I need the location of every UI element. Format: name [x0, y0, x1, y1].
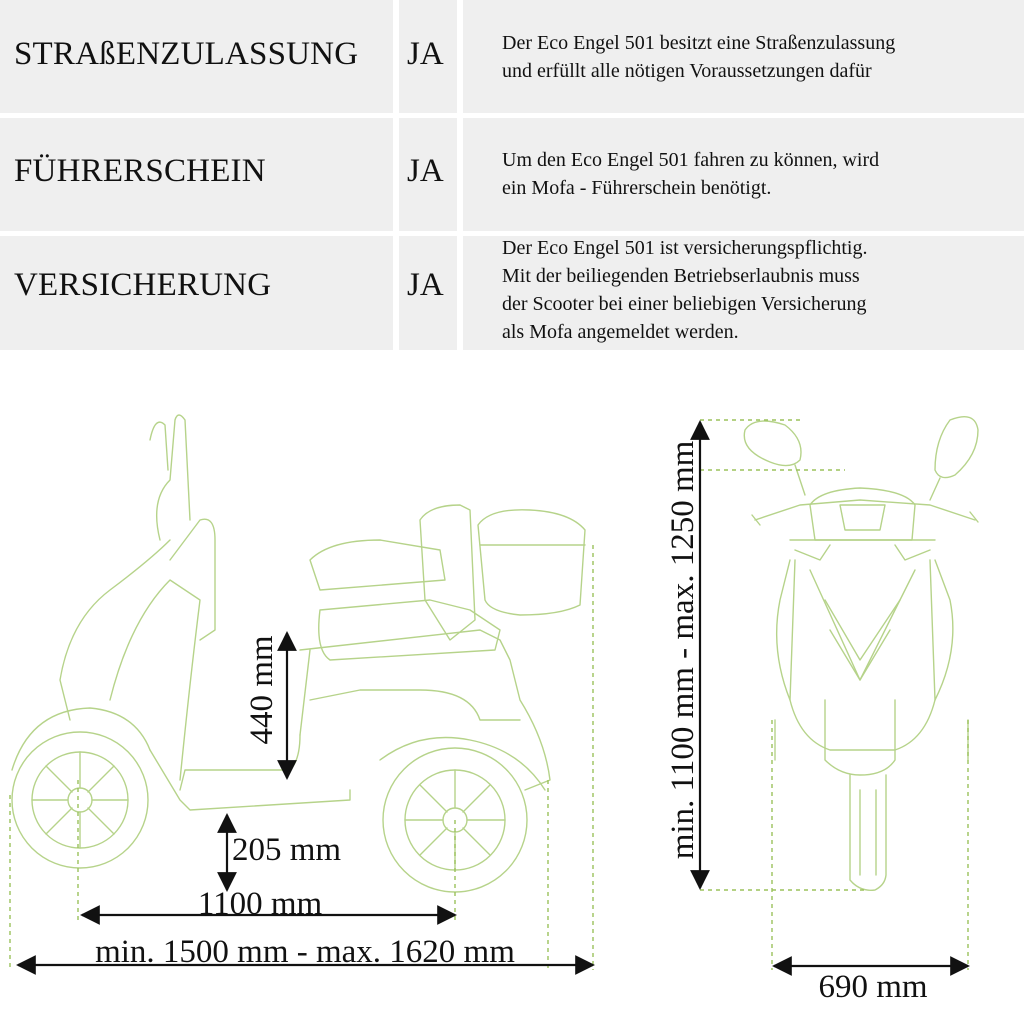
spec-description: Der Eco Engel 501 ist versicherungspflichtig. Mit der beiliegenden Betriebserlaubnis muss der Scooter bei einer beliebigen Versicherung als Mofa angemeldet werden.	[502, 237, 868, 343]
ground-clearance-label: 205 mm	[232, 832, 342, 868]
seat-height-label: 440 mm	[244, 635, 280, 745]
spec-value: JA	[407, 267, 444, 303]
scooter-front-view	[700, 417, 978, 970]
length-label: min. 1500 mm - max. 1620 mm	[95, 934, 515, 970]
spec-value: JA	[407, 36, 444, 72]
spec-value: JA	[407, 153, 444, 189]
spec-label: VERSICHERUNG	[14, 267, 272, 303]
width-label: 690 mm	[818, 969, 928, 1005]
spec-description: Der Eco Engel 501 besitzt eine Straßenzulassung und erfüllt alle nötigen Voraussetzungen dafür	[502, 32, 896, 82]
wheelbase-label: 1100 mm	[197, 886, 323, 922]
height-label: min. 1100 mm - max. 1250 mm	[665, 440, 701, 860]
spec-label: STRAßENZULASSUNG	[14, 36, 359, 72]
spec-description: Um den Eco Engel 501 fahren zu können, wird ein Mofa - Führerschein benötigt.	[502, 149, 880, 199]
spec-label: FÜHRERSCHEIN	[14, 153, 266, 189]
